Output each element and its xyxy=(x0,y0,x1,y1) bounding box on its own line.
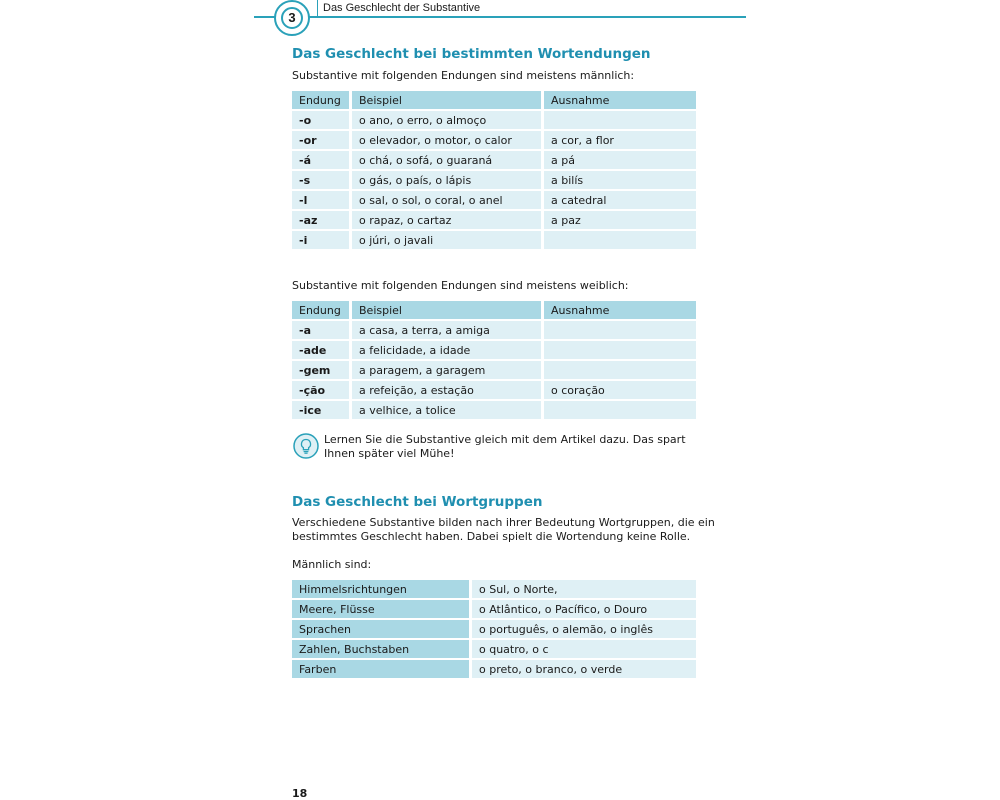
example-cell: a felicidade, a idade xyxy=(349,341,541,361)
exception-cell: a paz xyxy=(541,211,696,231)
group-category-cell: Himmelsrichtungen xyxy=(292,580,469,600)
table-row xyxy=(292,620,696,640)
example-cell: a casa, a terra, a amiga xyxy=(349,321,541,341)
example-cell: o elevador, o motor, o calor xyxy=(349,131,541,151)
exception-cell xyxy=(541,401,696,421)
chapter-number: 3 xyxy=(281,7,303,29)
feminine-endings-table xyxy=(292,301,696,421)
ending-cell: -á xyxy=(292,151,349,171)
group-example-cell: o Atlântico, o Pacífico, o Douro xyxy=(469,600,696,620)
exception-cell xyxy=(541,321,696,341)
ending-cell: -i xyxy=(292,231,349,251)
tip-text: Lernen Sie die Substantive gleich mit dem Artikel dazu. Das spart Ihnen später viel Mühe! xyxy=(324,433,686,460)
group-example-cell: o preto, o branco, o verde xyxy=(469,660,696,680)
ending-cell: -ção xyxy=(292,381,349,401)
table-row xyxy=(292,660,696,680)
word-groups-table xyxy=(292,580,696,680)
column-header: Endung xyxy=(292,301,349,321)
group-category-cell: Meere, Flüsse xyxy=(292,600,469,620)
table-row xyxy=(292,131,696,151)
table-row xyxy=(292,401,696,421)
table-row xyxy=(292,171,696,191)
groups-intro: Verschiedene Substantive bilden nach ihrer Bedeutung Wortgruppen, die ein bestimmtes Geschlecht haben. Dabei spielt die Wortendung keine Rolle. xyxy=(292,516,715,543)
table-row xyxy=(292,361,696,381)
lightbulb-icon xyxy=(293,433,319,459)
example-cell: o ano, o erro, o almoço xyxy=(349,111,541,131)
chapter-badge xyxy=(274,0,310,36)
example-cell: o sal, o sol, o coral, o anel xyxy=(349,191,541,211)
column-header: Ausnahme xyxy=(541,301,696,321)
masculine-endings-table xyxy=(292,91,696,251)
example-cell: a paragem, a garagem xyxy=(349,361,541,381)
masculine-groups-label: Männlich sind: xyxy=(292,558,372,571)
column-header: Beispiel xyxy=(349,301,541,321)
exception-cell: o coração xyxy=(541,381,696,401)
exception-cell: a bilís xyxy=(541,171,696,191)
exception-cell xyxy=(541,341,696,361)
header-divider xyxy=(317,0,318,16)
column-header: Endung xyxy=(292,91,349,111)
table-row xyxy=(292,191,696,211)
example-cell: a refeição, a estação xyxy=(349,381,541,401)
ending-cell: -ade xyxy=(292,341,349,361)
table-row xyxy=(292,111,696,131)
feminine-intro: Substantive mit folgenden Endungen sind meistens weiblich: xyxy=(292,279,629,292)
exception-cell xyxy=(541,111,696,131)
chapter-title: Das Geschlecht der Substantive xyxy=(323,2,481,14)
table-row xyxy=(292,580,696,600)
ending-cell: -or xyxy=(292,131,349,151)
table-row xyxy=(292,321,696,341)
column-header: Ausnahme xyxy=(541,91,696,111)
exception-cell xyxy=(541,361,696,381)
ending-cell: -gem xyxy=(292,361,349,381)
example-cell: o chá, o sofá, o guaraná xyxy=(349,151,541,171)
group-category-cell: Farben xyxy=(292,660,469,680)
table-row xyxy=(292,381,696,401)
example-cell: a velhice, a tolice xyxy=(349,401,541,421)
exception-cell: a cor, a flor xyxy=(541,131,696,151)
ending-cell: -ice xyxy=(292,401,349,421)
table-row xyxy=(292,151,696,171)
example-cell: o júri, o javali xyxy=(349,231,541,251)
ending-cell: -az xyxy=(292,211,349,231)
section-heading-endings: Das Geschlecht bei bestimmten Wortendungen xyxy=(292,46,651,62)
group-example-cell: o português, o alemão, o inglês xyxy=(469,620,696,640)
group-category-cell: Zahlen, Buchstaben xyxy=(292,640,469,660)
table-row xyxy=(292,600,696,620)
example-cell: o gás, o país, o lápis xyxy=(349,171,541,191)
ending-cell: -a xyxy=(292,321,349,341)
group-example-cell: o quatro, o c xyxy=(469,640,696,660)
exception-cell xyxy=(541,231,696,251)
table-row xyxy=(292,231,696,251)
exception-cell: a pá xyxy=(541,151,696,171)
header-rule xyxy=(254,16,746,18)
group-category-cell: Sprachen xyxy=(292,620,469,640)
masculine-intro: Substantive mit folgenden Endungen sind meistens männlich: xyxy=(292,69,635,82)
group-example-cell: o Sul, o Norte, xyxy=(469,580,696,600)
table-row xyxy=(292,341,696,361)
section-heading-groups: Das Geschlecht bei Wortgruppen xyxy=(292,494,543,510)
table-row xyxy=(292,211,696,231)
exception-cell: a catedral xyxy=(541,191,696,211)
ending-cell: -o xyxy=(292,111,349,131)
example-cell: o rapaz, o cartaz xyxy=(349,211,541,231)
table-row xyxy=(292,640,696,660)
ending-cell: -l xyxy=(292,191,349,211)
column-header: Beispiel xyxy=(349,91,541,111)
ending-cell: -s xyxy=(292,171,349,191)
table-header-row xyxy=(292,91,696,111)
page-number: 18 xyxy=(292,787,308,800)
table-header-row xyxy=(292,301,696,321)
